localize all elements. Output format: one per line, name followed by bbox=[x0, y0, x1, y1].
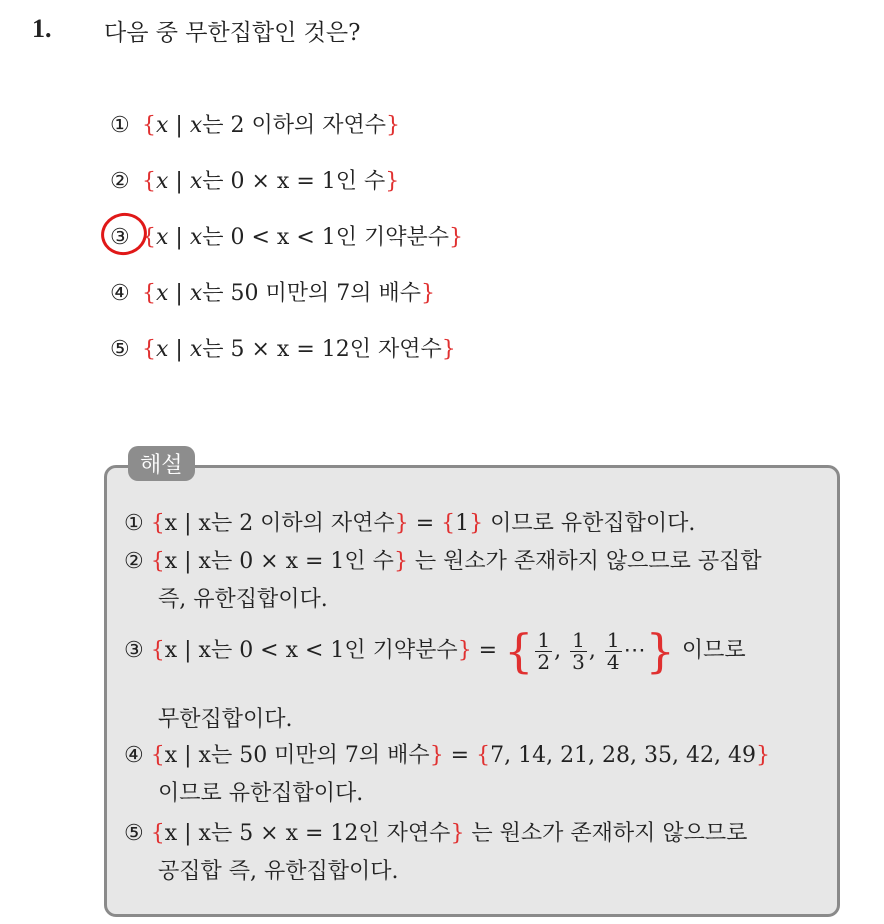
question-text: 다음 중 무한집합인 것은? bbox=[104, 20, 361, 46]
solution-line-5: ⑤ {x | x는 5 × x = 12인 자연수} 는 원소가 존재하지 않으므로 bbox=[124, 821, 748, 846]
solution-line-5b: 공집합 즉, 유한집합이다. bbox=[158, 859, 399, 884]
solution-line-3b: 무한집합이다. bbox=[158, 707, 293, 732]
fraction-1-2: $\frac{1}{2}$ bbox=[537, 627, 551, 674]
fraction-1-3: $\frac{1}{3}$ bbox=[572, 627, 585, 674]
choice-2[interactable]: ② {x | x는 0 × x = 1인 수} bbox=[110, 169, 400, 194]
choice-3[interactable]: ③ {x | x는 0 < x < 1인 기약분수} bbox=[110, 225, 463, 250]
choice-4[interactable]: ④ {x | x는 50 미만의 7의 배수} bbox=[110, 281, 435, 306]
solution-line-3: ③ {x | x는 0 < x < 1인 기약분수} = { $\frac{1}{2}$ , $\frac{1}{3}$ , $\frac{1}{4}$ ⋯} 이므로 bbox=[124, 624, 746, 678]
question-number: 1. bbox=[32, 14, 52, 43]
solution-line-2: ② {x | x는 0 × x = 1인 수} 는 원소가 존재하지 않으므로 공집합 bbox=[124, 549, 762, 574]
choice-5[interactable]: ⑤ {x | x는 5 × x = 12인 자연수} bbox=[110, 337, 456, 362]
solution-line-1: ① {x | x는 2 이하의 자연수} = {1} 이므로 유한집합이다. bbox=[124, 511, 696, 536]
answer-circle-mark bbox=[97, 209, 151, 260]
solution-line-4: ④ {x | x는 50 미만의 7의 배수} = {7, 14, 21, 28, 35, 42, 49} bbox=[124, 743, 770, 768]
solution-line-4b: 이므로 유한집합이다. bbox=[158, 781, 364, 806]
solution-line-2b: 즉, 유한집합이다. bbox=[158, 587, 328, 612]
fraction-1-4: $\frac{1}{4}$ bbox=[606, 627, 620, 674]
solution-tag: 해설 bbox=[128, 446, 195, 481]
choice-1[interactable]: ① {x | x는 2 이하의 자연수} bbox=[110, 113, 400, 138]
